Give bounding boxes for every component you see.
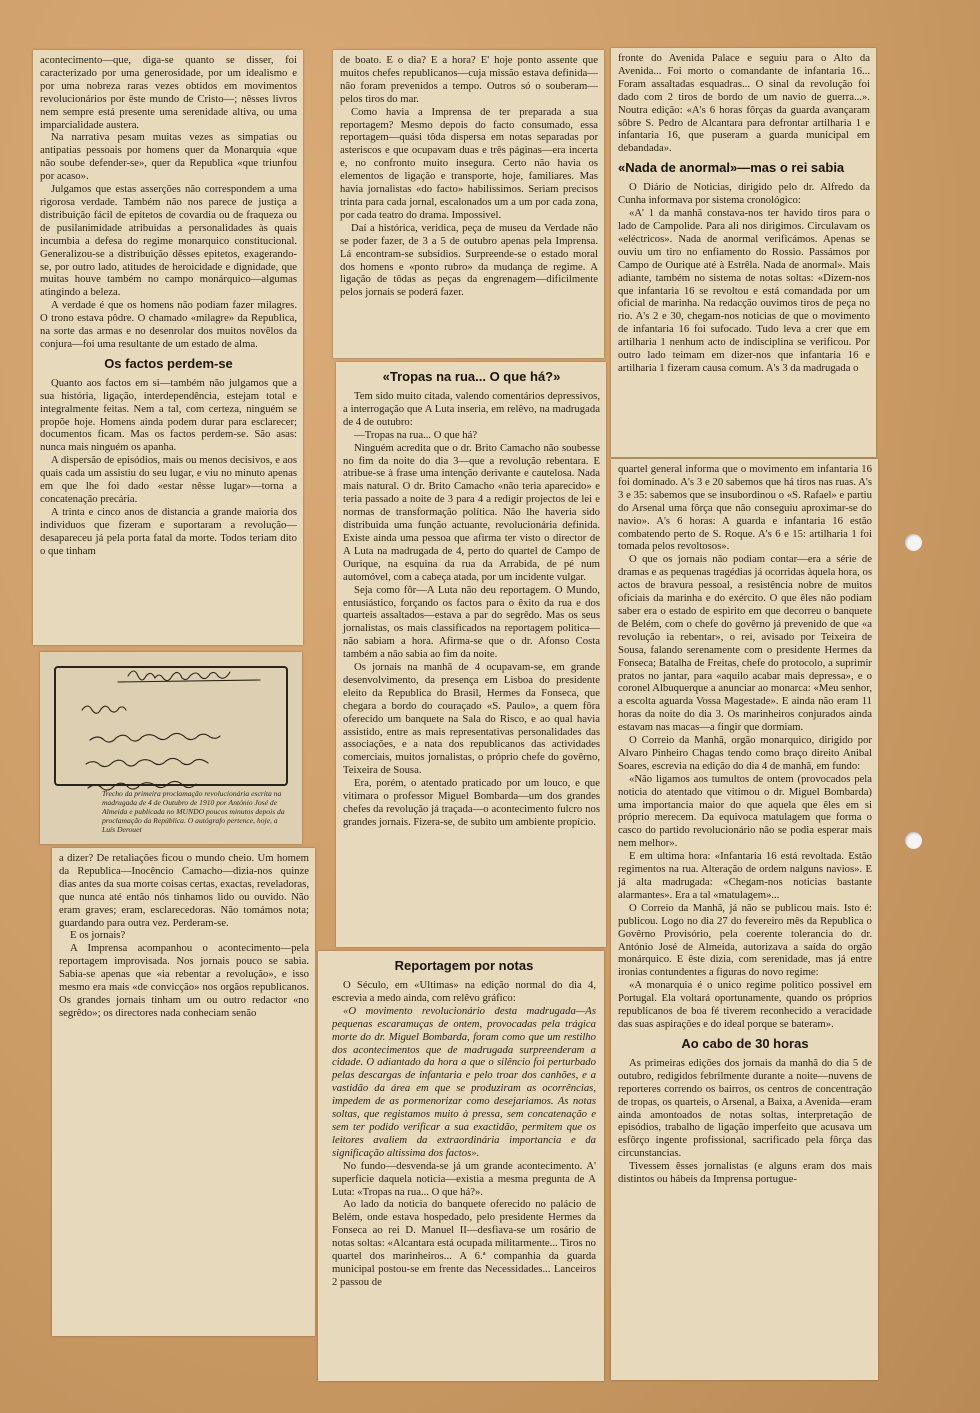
paragraph: O que os jornais não podiam contar—era a série de dramas e as pequenas tragédias já ocorridas àquela hora, os actos de bravura pessoal, a resistência nobre de muitos oficiais da marinha e do exército. O que êles não podiam saber era o estado de espirito em que decorreu o banquete de Belém, com o chefe do govêrno já prevenido de que «a revolução ia rebentar», o rei, avisado por Teixeira de Sousa, falando serenamente com o presidente Hermes da Fonseca; Batalha de Freitas, chefe do protocolo, a suprimir pratos no jantar, para «aquilo acabar mais depressa», e o coronel Albuquerque a anunciar ao monarca: «Meu senhor, a escolta aguarda Vossa Magestade». E ainda não eram 11 horas da noite do dia 3. Os marinheiros conjurados ainda estavam nas macas—a fingir que dormiam. (618, 553, 872, 734)
paragraph: Quanto aos factos em si—também não julgamos que a sua história, ligação, interdependência, estejam total e integralmente feitas. Nem a tal, com certeza, ninguém se propõe hoje. Homens ainda podem durar para esclarecer; documentos ficam. Mas os factos perdem-se. São asas: nunca mais ninguém os apanha. (40, 376, 297, 454)
manuscript-facsimile (40, 652, 302, 844)
punch-hole (905, 534, 922, 551)
paragraph: Ao lado da noticia do banquete oferecido no palácio de Belém, onde estava hospedado, pelo presidente Hermes da Fonseca ao rei D. Manuel II—desfiava-se um rosário de notas soltas: «Alcantara está ocupada militarmente... Tiros no quartel dos marinheiros... A 6.ª companhia da guarda municipal postou-se em frente das Necessidades... Lanceiros 2 passou de (332, 1198, 596, 1288)
paragraph: «Não ligamos aos tumultos de ontem (provocados pela noticia do atentado que vitimou o dr. Miguel Bombarda) uma importancia maior do que aquela que êles em si próprio merecem. Da equivoca matulagem que forma o casco do partido revolucionário não se podia esperar mais nem melhor». (618, 772, 872, 850)
paragraph: A Imprensa acompanhou o acontecimento—pela reportagem improvisada. Nos jornais pouco se sabia. Sabia-se apenas que «ia rebentar a revolução», e isso mesmo era mais «de convicção» nos orgãos republicanos. Os grandes jornais tinham um ou outro redactor «no segrêdo»; os directores nada conheciam senão (59, 942, 309, 1019)
paragraph: acontecimento—que, diga-se quanto se disser, foi caracterizado por uma generosidade, por um idealismo e por uma nobreza raras vezes obtidos em movimentos revolucionários por êste mundo de Cristo—; nêsses livros nem sempre está presente uma serenidade altiva, ou uma imparcialidade austera. (40, 54, 297, 131)
clipping-column2-top (333, 50, 604, 358)
paragraph: Os jornais na manhã de 4 ocupavam-se, em grande desenvolvimento, da presença em Lisboa do presidente eleito da Republica do Brasil, Hermes da Fonseca, que chegara a bordo do couraçado «S. Paulo», a quem fôra oferecido um banquete na Sala do Risco, e ao qual havia assistido, entre as mais representativas personalidades das associações, e a nata dos republicanos das actividades comerciais, muitos jornalistas, o próprio chefe do govêrno, Teixeira de Sousa. (343, 661, 600, 777)
punch-hole (905, 832, 922, 849)
section-heading: «Tropas na rua... O que há?» (382, 369, 561, 384)
paragraph: As primeiras edições dos jornais da manhã do dia 5 de outubro, redigidos febrilmente durante a noite—nuvens de reporteres correndo os bairros, os centros de concentração de tropas, os quarteis, o Arsenal, a Baixa, a Avenida—eram ainda amontoados de notas soltas, interpretação de episódios, trabalho de ligação imperfeito que acusava um esfôrço ingente profissional, sacrificado pela fôrça das circunstancias. (618, 1056, 872, 1160)
section-heading: Reportagem por notas (394, 958, 534, 973)
paragraph: A verdade é que os homens não podiam fazer milagres. O trono estava pôdre. O chamado «milagre» da Republica, na sorte das armas e no desenrolar dos muitos novêlos da conjura—foi uma resultante de um estado de alma. (40, 299, 297, 350)
paragraph: E os jornais? (70, 929, 126, 942)
section-heading: «Nada de anormal»—mas o rei sabia (618, 160, 845, 176)
paragraph: Ninguém acredita que o dr. Brito Camacho não soubesse no fim da noite do dia 3—que a revolução rebentara. E atribue-se à frase uma intenção derivante e cautelosa. Nada mais natural. O dr. Brito Camacho «não teria aparecido» e teria passado a noite de 3 para 4 a redigir projectos de lei e normas de transformação política. Não lhe haveria sido distribuida uma função actuante, revolucionária definida. Existe ainda uma pessoa que afirma ter visto o director de A Luta na madrugada de 4, perto do quartel de Campo de Ourique, na esquina da rua da Arrabida, de pé num automóvel, com a cabeça atada, por um incidente vulgar. (343, 441, 600, 583)
clipping-column2-middle (336, 362, 606, 947)
clipping-column3-top (611, 48, 876, 457)
paragraph: E em ultima hora: «Infantaria 16 está revoltada. Estão regimentos na rua. Alteração de ordem nalguns navios». E já alta madrugada: «Chegam-nos noticias bastante alarmantes». Era a tal «matulagem»... (618, 850, 872, 901)
paragraph: a dizer? De retaliações ficou o mundo cheio. Um homem da Republica—Inocêncio Camacho—dizia-nos quinze dias antes da sua morte coisas certas, exactas, reveladoras, que nunca até então nós tinhamos lido ou ouvido. Não eram graves; eram, esclarecedoras. Não tomámos nota; guardando para outra vez. Perderam-se. (59, 852, 309, 929)
paragraph: fronte do Avenida Palace e seguiu para o Alto da Avenida... Foi morto o comandante de infantaria 16... Foram assaltadas esquadras... O sinal da revolução foi dado com 2 tiros de bordo de um navio de guerra...». Noutra edição: «A's 6 horas fôrças da guarda avançaram sôbre S. Pedro de Alcantara para defrontar artilharia 1 e infantaria 16, que puseram a guarda municipal em debandada». (618, 52, 870, 155)
paragraph: No fundo—desvenda-se já um grande acontecimento. A' superficie daquela noticia—existia a mesma pregunta de A Luta: «Tropas na rua... O que há?». (332, 1159, 596, 1198)
manuscript-caption: Trecho da primeira proclamação revolucionária escrita na madrugada de 4 de Outubro de 1910 por António José de Almeida e publicada no MUNDO poucos minutos depois da proclamação da República. O autógrafo pertence, hoje, a Luís Derouet (102, 789, 285, 834)
section-heading: Ao cabo de 30 horas (681, 1035, 809, 1051)
paragraph: Na narrativa pesam muitas vezes as simpatias ou antipatias pessoais por homens quer da Monarquia «que não soube defender-se», quer da Republica «que triunfou por acaso». (40, 131, 297, 183)
paragraph: de boato. E o dia? E a hora? E' hoje ponto assente que muitos chefes republicanos—cuja missão estava definida—não foram prevenidos a tempo. Outros só o souberam—pelos tiros do mar. (340, 54, 598, 105)
paragraph: O Diário de Noticias, dirigido pelo dr. Alfredo da Cunha informava por sistema cronológico: (618, 181, 870, 207)
paragraph: Tem sido muito citada, valendo comentários depressivos, a interrogação que A Luta inseria, em relêvo, na madrugada de 4 de outubro: (343, 390, 600, 428)
paragraph: Era, porém, o atentado praticado por um louco, e que vitimara o professor Miguel Bombarda—um dos grandes chefes da revolução já traçada—o acontecimento fulcro nos grandes jornais. Fizera-se, de subito um ambiente propício. (343, 777, 600, 828)
paragraph: O Século, em «Ultimas» na edição normal do dia 4, escrevia a medo ainda, com relêvo gráfico: (332, 979, 596, 1004)
paragraph: quartel general informa que o movimento em infantaria 16 foi dominado. A's 3 e 20 sabemos que há tiros nas ruas. A's 3 e 35: sabemos que se insubordinou o «S. Rafael» e partiu do Arsenal uma fôrça que não conseguiu aproximar-se do navio». A's 6 horas: A guarda e infantaria 16 estão combatendo perto de S. Roque. A's 6 e 15: artilharia 1 foi tomada pelos revoltosos». (618, 463, 872, 553)
clipping-column1-top (33, 50, 303, 645)
paragraph: Seja como fôr—A Luta não deu reportagem. O Mundo, entusiástico, forçando os factos para o êxito da rua e dos quarteis assaltados—estava a par do segrêdo. Mas os seus jornalistas, os mais classificados na reportagem politica—não sabiam a hora. Afirma-se que o dr. Afonso Costa também a não sabia ao fim da noite. (343, 583, 600, 661)
paragraph: A dispersão de episódios, mais ou menos decisivos, e aos quais cada um assistiu do seu lugar, e viu no minuto apenas em que lhe foi dado «estar nêsse lugar»—torna a concatenação precária. (40, 454, 297, 505)
paragraph: A trinta e cinco anos de distancia a grande maioria dos individuos que fizeram e suportaram a revolução—desapareceu já pela porta fatal da morte. Todos teriam dito o que tinham (40, 505, 297, 557)
paragraph: O Correio da Manhã, já não se publicou mais. Isto é: publicou. Logo no dia 27 do fevereiro mês da Republica o Govêrno Provisório, pela coerente tolerancia do dr. António José de Almeida, autorizava a saída do orgão monárquico. E êste dizia, com serenidade, mas já entre ironias contundentes a figuras do novo regime: (618, 901, 872, 979)
paragraph: Como havia a Imprensa de ter preparada a sua reportagem? Mesmo depois do facto consumado, essa reportagem—quási tôda dispersa em notas separadas por asteriscos e que ocupavam duas e três páginas—era incerta e, no confronto muito insegura. Certo não havia os elementos de ligação e transporte, hoje, familiares. Mas havia jornalistas «do facto» habilissimos. Seriam precisos trinta para cada jornal, escalonados um a um por cada zona, por cada teatro do drama. Impossivel. (340, 105, 598, 221)
paragraph: «A' 1 da manhã constava-nos ter havido tiros para o lado de Campolide. Para ali nos dirigimos. Circulavam os «eléctricos». Nada de anormal verificámos. Apenas se ouviu um tiro no enfiamento do Rossio. Passámos por Campo de Ourique até à Estrêla. Nada de anormal». Mais adiante, também no sistema de notas soltas: «Dizem-nos que infantaria 16 se revoltou e está comandada por um oficial de marinha. Na redacção ouvimos tiros de peça no rio. A's 2 e 30, chegam-nos noticias de que o movimento de infantaria 16 foi sufocado. Tudo leva a crer que em artilharia 1 nenhum acto de indisciplina se verificou. Por outro lado teimam em dizer-nos que infantaria 16 e artilharia 1 fizeram causa comum. A's 3 da madrugada o (618, 207, 870, 374)
clipping-column1-bottom (52, 848, 315, 1336)
paragraph: O Correio da Manhã, orgão monarquico, dirigido por Alvaro Pinheiro Chagas tendo como braço direito Anibal Soares, escrevia na edição do dia 4 de manhã, em fundo: (618, 734, 872, 772)
paragraph: «A monarquia é o unico regime politico possivel em Portugal. Ela voltará oportunamente, quando os próprios republicanos de boa fé tiverem reconhecido a veracidade das suas aspirações e do ideal porque se bateram». (618, 979, 872, 1030)
paragraph: —Tropas na rua... O que há? (354, 428, 478, 441)
paragraph: Tivessem êsses jornalistas (e alguns eram dos mais distintos ou hábeis da Imprensa portugue- (618, 1160, 872, 1186)
paragraph: Julgamos que estas asserções não correspondem a uma rigorosa verdade. Também não nos parece de justiça a distribuição fácil de epitetos de covardia ou de fraqueza ou de pusilanimidade atribuidas a personalidades às quais incumbia a defesa do regime monarquico constitucional. Generalizou-se a distribuição dêsses epitetos, exagerando-se, por outro lado, atitudes de heroicidade e dignidade, que muitas houve também no campo monárquico—algumas atingindo a beleza. (40, 183, 297, 299)
paragraph: Daí a histórica, veridica, peça de museu da Verdade não se poder fazer, de 3 a 5 de outubro apenas pela Imprensa. Lá encontram-se subsídios. Surpreende-se o estado moral dos homens e «ponto rubro» da mudança de regime. A ligação de tôdas as peças da engrenagem—dificilmente pelos jornais se poderá fazer. (340, 221, 598, 299)
section-heading: Os factos perdem-se (104, 355, 233, 371)
clipping-column2-bottom (318, 951, 604, 1381)
clipping-column3-bottom (611, 459, 878, 1380)
paragraph: «O movimento revolucionário desta madrugada—As pequenas escaramuças de ontem, provocadas pela trágica morte do dr. Miguel Bombarda, foram como que um restilho dos acontecimentos que de madrugada surpreenderam a cidade. O adiantado da hora a que o silêncio foi perturbado pelas descargas de infantaria e pelo troar dos canhões, e a vastidão da área em que se produziram as ocorrências, impedem de as pormenorizar como desejariamos. As notas soltas, que registamos muito à pressa, sem concatenação e sem ter podido verificar a sua exactidão, permitem que os leitores avaliem da extraordinária importancia e da significação altissima dos factos». (332, 1004, 596, 1159)
